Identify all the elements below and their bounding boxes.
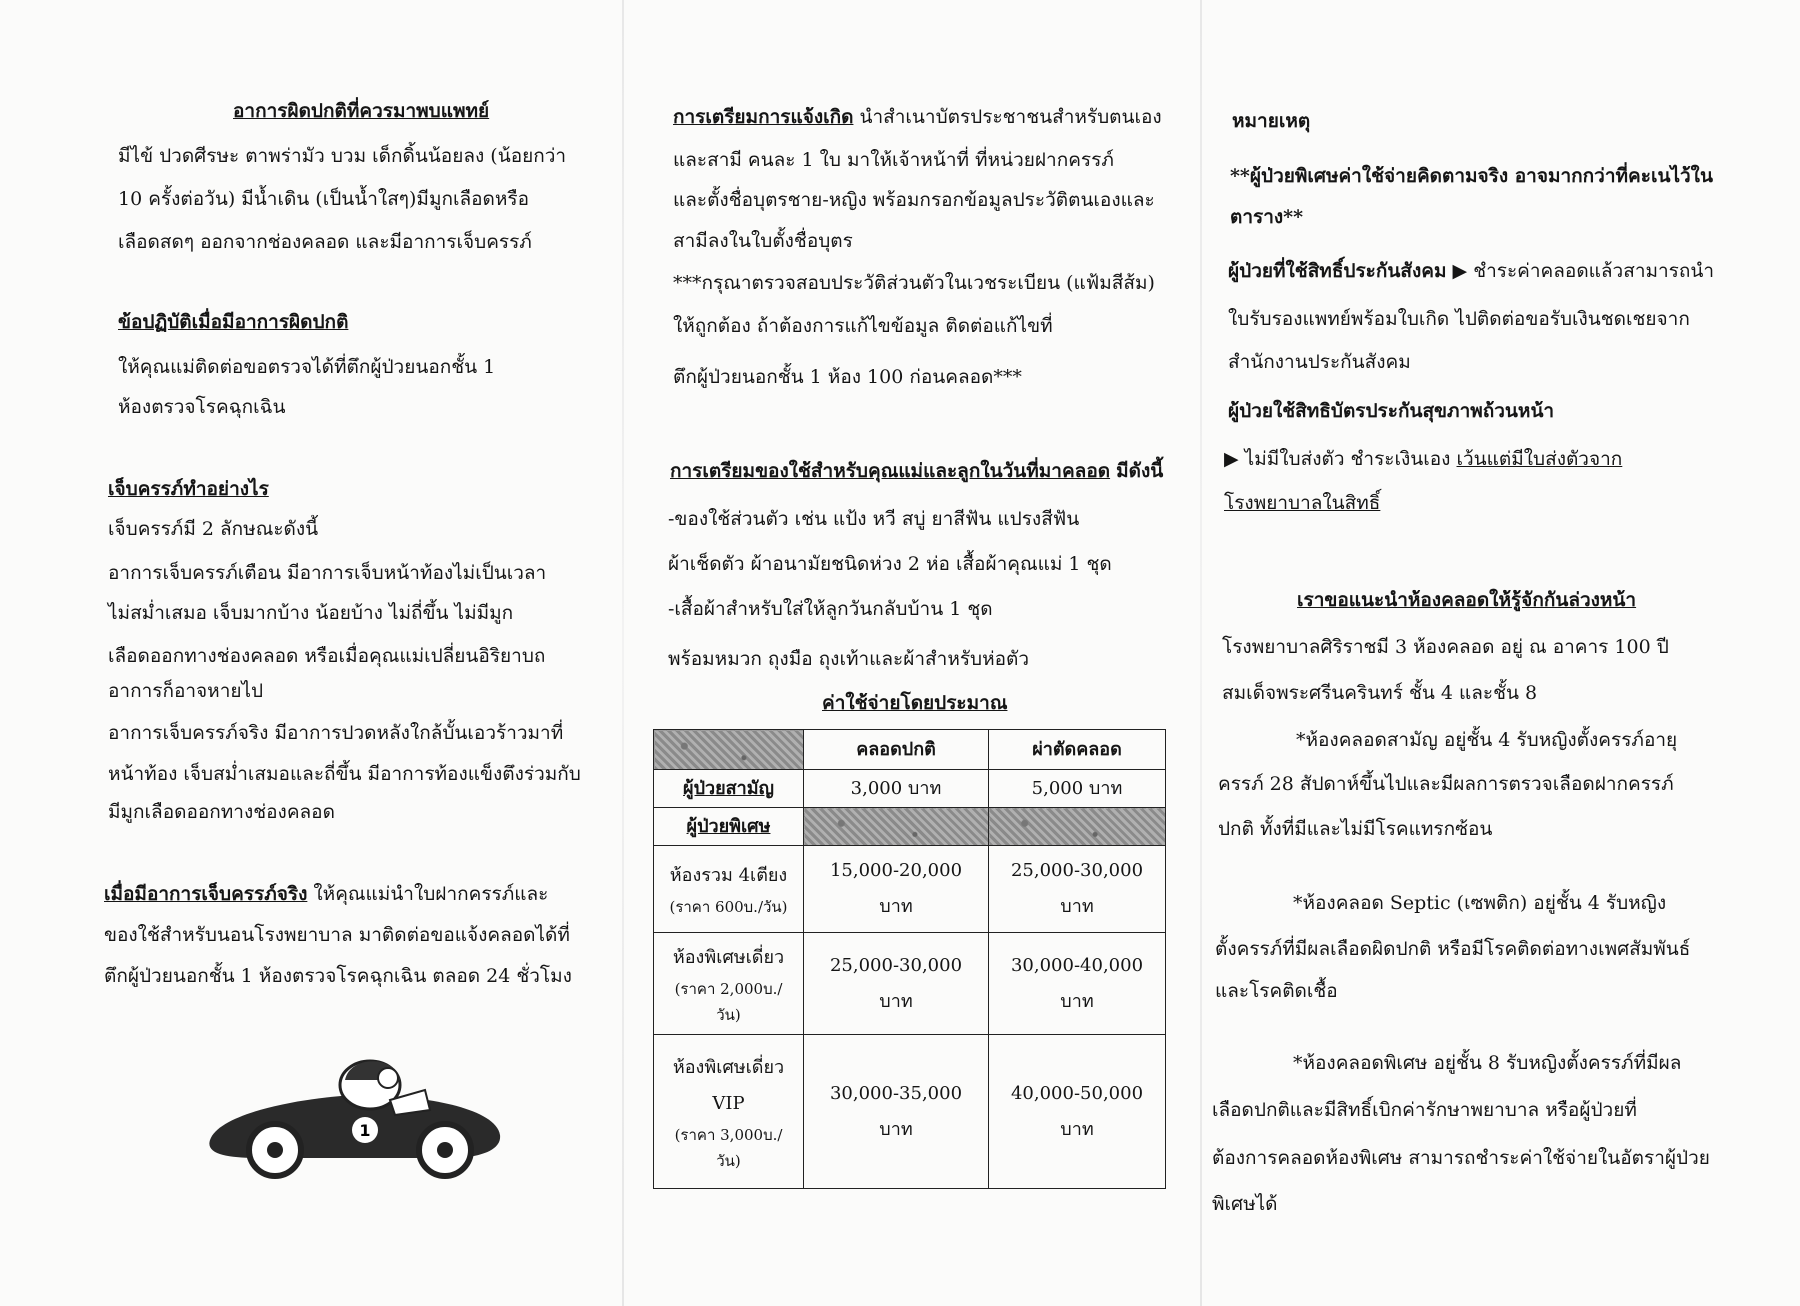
col1-text: มีมูกเลือดออกทางช่องคลอด xyxy=(108,801,335,823)
cost-value: 30,000-40,000 xyxy=(1010,954,1144,976)
table-cell xyxy=(989,1035,1166,1189)
col3-text: ใบรับรองแพทย์พร้อมใบเกิด ไปติดต่อขอรับเงินชดเชยจาก xyxy=(1228,308,1690,330)
col2-text: -เสื้อผ้าสำหรับใส่ให้ลูกวันกลับบ้าน 1 ชุด xyxy=(668,598,993,620)
cost-value: 25,000-30,000 xyxy=(1010,860,1144,881)
table-title: ค่าใช้จ่ายโดยประมาณ xyxy=(822,692,1008,714)
col2-text: ให้ถูกต้อง ถ้าต้องการแก้ไขข้อมูล ติดต่อแก้ไขที่ xyxy=(673,315,1053,337)
table-cell: 3,000 บาท xyxy=(804,770,989,808)
race-car-icon xyxy=(200,1040,510,1190)
col3-text: สำนักงานประกันสังคม xyxy=(1228,351,1411,373)
col3-text: ไม่มีใบส่งตัว ชำระเงินเอง xyxy=(1244,448,1451,470)
heading-delivery-rooms: เราขอแนะนำห้องคลอดให้รู้จักกันล่วงหน้า xyxy=(1297,589,1637,611)
col3-text: ครรภ์ 28 สัปดาห์ขึ้นไปและมีผลการตรวจเลือดฝากครรภ์ xyxy=(1218,773,1674,795)
room-label: ห้องพิเศษเดี่ยว xyxy=(672,946,785,968)
cost-value: 30,000-35,000 xyxy=(829,1082,963,1104)
col3-text: เว้นแต่มีใบส่งตัวจาก xyxy=(1456,448,1623,470)
col3-text: เลือดปกติและมีสิทธิ์เบิกค่ารักษาพยาบาล หรือผู้ป่วยที่ xyxy=(1212,1099,1637,1121)
col3-text: ชำระค่าคลอดแล้วสามารถนำ xyxy=(1473,260,1715,282)
col1-text: หน้าท้อง เจ็บสม่ำเสมอและถี่ขึ้น มีอาการท้องแข็งตึงร่วมกับ xyxy=(108,763,581,785)
cost-unit: บาท xyxy=(879,990,913,1012)
table-cell xyxy=(804,933,989,1035)
cost-unit: บาท xyxy=(879,896,913,917)
heading-birth-registration: การเตรียมการแจ้งเกิด xyxy=(673,106,854,128)
table-header-cell: ผ่าตัดคลอด xyxy=(989,730,1166,770)
cost-unit: บาท xyxy=(879,1118,913,1140)
col1-text: เจ็บครรภ์มี 2 ลักษณะดังนี้ xyxy=(108,518,319,540)
cost-value: 25,000-30,000 xyxy=(829,954,963,976)
table-cell xyxy=(804,808,989,846)
table-row xyxy=(654,770,1166,808)
col3-text: *ห้องคลอดสามัญ อยู่ชั้น 4 รับหญิงตั้งครรภ์อายุ xyxy=(1296,729,1678,751)
room-price-note: วัน) xyxy=(716,1005,741,1024)
cost-unit: บาท xyxy=(1060,1118,1094,1140)
table-header-cell: คลอดปกติ xyxy=(804,730,989,770)
table-row xyxy=(654,1035,1166,1189)
col3-referral-line xyxy=(1224,446,1622,472)
col1-text: อาการเจ็บครรภ์เตือน มีอาการเจ็บหน้าท้องไม่เป็นเวลา xyxy=(108,562,547,584)
table-row xyxy=(654,846,1166,933)
cost-value: 15,000-20,000 xyxy=(829,860,963,881)
table-cell: 5,000 บาท xyxy=(989,770,1166,808)
room-price-note: (ราคา 2,000บ./ xyxy=(674,979,783,998)
col3-text: **ผู้ป่วยพิเศษค่าใช้จ่ายคิดตามจริง อาจมากกว่าที่คะเนไว้ใน xyxy=(1230,165,1713,187)
room-price-note: (ราคา 3,000บ./ xyxy=(674,1125,783,1144)
table-row xyxy=(654,808,1166,846)
table-cell xyxy=(804,1035,989,1189)
col3-text: ผู้ป่วยใช้สิทธิบัตรประกันสุขภาพถ้วนหน้า xyxy=(1228,400,1555,422)
table-cell xyxy=(804,846,989,933)
col3-text: พิเศษได้ xyxy=(1212,1193,1278,1215)
col1-text: เลือดออกทางช่องคลอด หรือเมื่อคุณแม่เปลี่ยนอิริยาบถ xyxy=(108,645,546,667)
room-label: ห้องรวม 4เตียง xyxy=(669,865,788,886)
col1-text: อาการเจ็บครรภ์จริง มีอาการปวดหลังใกล้บั้นเอวร้าวมาที่ xyxy=(108,722,564,744)
table-cell xyxy=(654,933,804,1035)
col1-text: ของใช้สำหรับนอนโรงพยาบาล มาติดต่อขอแจ้งคลอดได้ที่ xyxy=(104,924,570,946)
heading-delivery-items: การเตรียมของใช้สำหรับคุณแม่และลูกในวันที่มาคลอด xyxy=(670,460,1111,482)
col1-text: ห้องตรวจโรคฉุกเฉิน xyxy=(118,396,286,418)
cost-unit: บาท xyxy=(1060,896,1094,917)
col2-text: ***กรุณาตรวจสอบประวัติส่วนตัวในเวชระเบียน (แฟ้มสีส้ม) xyxy=(673,272,1155,294)
col3-text: ปกติ ทั้งที่มีและไม่มีโรคแทรกซ้อน xyxy=(1218,818,1493,840)
col2-text: และตั้งชื่อบุตรชาย-หญิง พร้อมกรอกข้อมูลประวัติตนเองและ xyxy=(673,189,1155,211)
col1-text: ให้คุณแม่ติดต่อขอตรวจได้ที่ตึกผู้ป่วยนอกชั้น 1 xyxy=(118,356,496,378)
col2-text: สามีลงในใบตั้งชื่อบุตร xyxy=(673,230,853,252)
col2-text: -ของใช้ส่วนตัว เช่น แป้ง หวี สบู่ ยาสีฟัน แปรงสีฟัน xyxy=(668,508,1080,530)
col3-text: และโรคติดเชื้อ xyxy=(1215,980,1338,1002)
table-cell xyxy=(989,846,1166,933)
col3-text: *ห้องคลอดพิเศษ อยู่ชั้น 8 รับหญิงตั้งครรภ์ที่มีผล xyxy=(1293,1052,1682,1074)
table-cell xyxy=(654,846,804,933)
heading-remarks: หมายเหตุ xyxy=(1232,110,1311,132)
triangle-right-icon: ▶ xyxy=(1452,260,1468,282)
triangle-right-icon: ▶ xyxy=(1224,448,1239,470)
room-label: VIP xyxy=(712,1092,745,1114)
col1-text: มีไข้ ปวดศีรษะ ตาพร่ามัว บวม เด็กดิ้นน้อยลง (น้อยกว่า xyxy=(118,145,567,167)
col3-social-security-line xyxy=(1228,258,1714,284)
cost-table xyxy=(653,729,1166,1189)
col3-text: ตาราง** xyxy=(1230,206,1304,228)
col3-text: โรงพยาบาลในสิทธิ์ xyxy=(1224,492,1381,514)
table-row xyxy=(654,933,1166,1035)
table-cell xyxy=(654,1035,804,1189)
col1-text: ให้คุณแม่นำใบฝากครรภ์และ xyxy=(313,883,549,905)
heading-real-labor: เมื่อมีอาการเจ็บครรภ์จริง xyxy=(104,883,308,905)
col2-text: และสามี คนละ 1 ใบ มาให้เจ้าหน้าที่ ที่หน่วยฝากครรภ์ xyxy=(673,149,1114,171)
fold-line-right xyxy=(1200,0,1202,1306)
table-cell: ผู้ป่วยสามัญ xyxy=(654,770,804,808)
col1-text: 10 ครั้งต่อวัน) มีน้ำเดิน (เป็นน้ำใสๆ)มีมูกเลือดหรือ xyxy=(118,188,529,210)
col1-text: อาการก็อาจหายไป xyxy=(108,680,264,702)
room-price-note: วัน) xyxy=(716,1151,741,1170)
col1-text: ตึกผู้ป่วยนอกชั้น 1 ห้องตรวจโรคฉุกเฉิน ตลอด 24 ชั่วโมง xyxy=(104,965,572,987)
room-label: ห้องพิเศษเดี่ยว xyxy=(672,1056,785,1078)
col2-registration-line xyxy=(673,104,1162,130)
col2-text: มีดังนี้ xyxy=(1116,460,1164,482)
col3-text: ต้องการคลอดห้องพิเศษ สามารถชำระค่าใช้จ่ายในอัตราผู้ป่วย xyxy=(1212,1147,1710,1169)
col1-text: ไม่สม่ำเสมอ เจ็บมากบ้าง น้อยบ้าง ไม่ถี่ขึ้น ไม่มีมูก xyxy=(108,602,514,624)
table-header-row xyxy=(654,730,1166,770)
col3-text: โรงพยาบาลศิริราชมี 3 ห้องคลอด อยู่ ณ อาคาร 100 ปี xyxy=(1222,636,1669,658)
col3-text: *ห้องคลอด Septic (เซพติก) อยู่ชั้น 4 รับหญิง xyxy=(1293,892,1667,914)
table-cell: ผู้ป่วยพิเศษ xyxy=(654,808,804,846)
col2-prep-line xyxy=(670,458,1163,484)
heading-abnormal-symptoms: อาการผิดปกติที่ควรมาพบแพทย์ xyxy=(233,100,490,122)
col2-text: ผ้าเช็ดตัว ผ้าอนามัยชนิดห่วง 2 ห่อ เสื้อผ้าคุณแม่ 1 ชุด xyxy=(668,553,1112,575)
col3-text: สมเด็จพระศรีนครินทร์ ชั้น 4 และชั้น 8 xyxy=(1222,682,1538,704)
heading-labor-pain: เจ็บครรภ์ทำอย่างไร xyxy=(108,478,269,500)
fold-line-left xyxy=(622,0,624,1306)
col3-text: ตั้งครรภ์ที่มีผลเลือดผิดปกติ หรือมีโรคติดต่อทางเพศสัมพันธ์ xyxy=(1215,938,1691,960)
col2-text: นำสำเนาบัตรประชาชนสำหรับตนเอง xyxy=(859,106,1162,128)
col1-labor-line xyxy=(104,881,548,907)
cost-unit: บาท xyxy=(1060,990,1094,1012)
col1-text: เลือดสดๆ ออกจากช่องคลอด และมีอาการเจ็บครรภ์ xyxy=(118,231,532,253)
table-header-cell xyxy=(654,730,804,770)
col2-text: ตึกผู้ป่วยนอกชั้น 1 ห้อง 100 ก่อนคลอด*** xyxy=(673,366,1022,388)
col3-text: ผู้ป่วยที่ใช้สิทธิ์ประกันสังคม xyxy=(1228,260,1447,282)
room-price-note: (ราคา 600บ./วัน) xyxy=(669,898,788,916)
table-cell xyxy=(989,933,1166,1035)
col2-text: พร้อมหมวก ถุงมือ ถุงเท้าและผ้าสำหรับห่อตัว xyxy=(668,648,1030,670)
heading-abnormal-practice: ข้อปฏิบัติเมื่อมีอาการผิดปกติ xyxy=(118,311,349,333)
table-cell xyxy=(989,808,1166,846)
cost-value: 40,000-50,000 xyxy=(1010,1082,1144,1104)
svg-text:1: 1 xyxy=(359,1121,371,1140)
